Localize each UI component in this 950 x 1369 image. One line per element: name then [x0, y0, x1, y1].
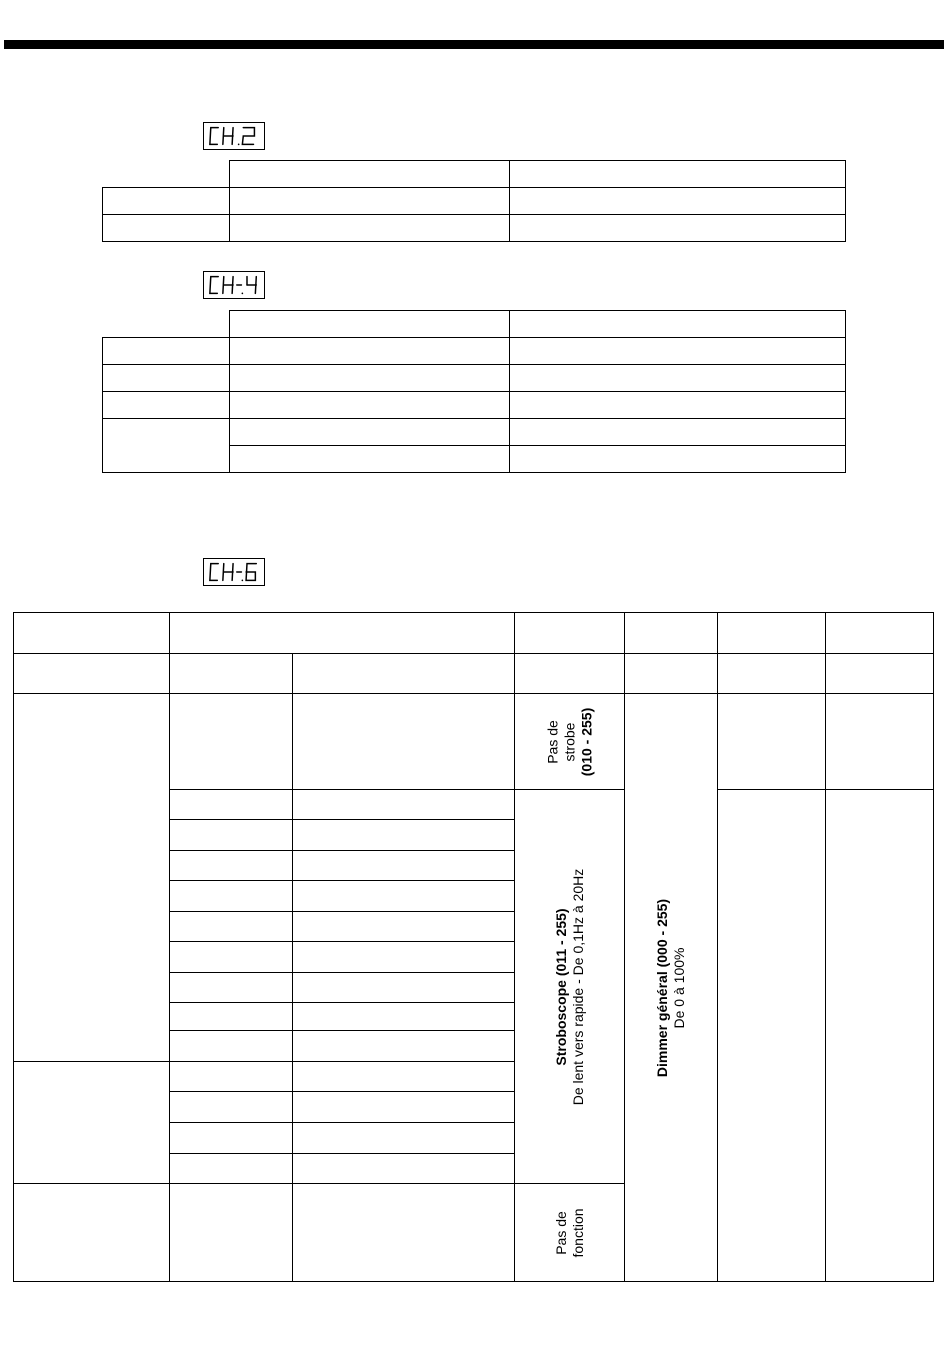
ch6-header-cell — [826, 613, 934, 654]
ch6-header-cell — [718, 613, 826, 654]
ch6-header-cell — [625, 613, 718, 654]
ch6-cell — [170, 1031, 293, 1062]
ch6-cell — [293, 973, 515, 1003]
ch6-cell — [293, 1184, 515, 1282]
ch6-cell — [170, 1092, 293, 1123]
ch6-cell — [170, 694, 293, 790]
ch2-table — [102, 160, 846, 242]
ch4-header-cell — [230, 311, 510, 338]
ch6-subheader-cell — [293, 654, 515, 694]
ch6-cell — [170, 1123, 293, 1154]
ch4-cell — [230, 338, 510, 365]
ch4-cell — [510, 365, 846, 392]
no-function-line1: Pas de — [552, 1210, 569, 1255]
ch6-cell — [170, 1154, 293, 1184]
ch6-cell — [293, 1154, 515, 1184]
ch2-cell — [103, 215, 230, 242]
ch6-cell — [170, 851, 293, 881]
ch6-cell — [170, 942, 293, 973]
ch4-cell — [103, 365, 230, 392]
ch6-cell — [170, 973, 293, 1003]
ch4-corner — [103, 311, 230, 338]
ch6-cell — [170, 912, 293, 942]
no-function-line2: fonction — [569, 1207, 586, 1258]
ch4-cell — [510, 446, 846, 473]
ch6-header-cell — [515, 613, 625, 654]
ch6-cell — [170, 1003, 293, 1031]
dimmer-desc: De 0 à 100% — [671, 947, 687, 1028]
ch6-table — [13, 612, 934, 1282]
strobe-cell — [515, 790, 625, 1184]
strobe-step-cell — [515, 694, 625, 790]
ch6-cell — [293, 881, 515, 912]
dimmer-title: Dimmer général (000 - 255) — [654, 898, 670, 1077]
ch4-cell — [510, 392, 846, 419]
ch6-subheader-cell — [170, 654, 293, 694]
strobe-step-line1: Pas de — [544, 719, 560, 764]
ch6-group-cell — [14, 1062, 170, 1184]
ch6-cell — [293, 912, 515, 942]
ch6-subheader-cell — [14, 654, 170, 694]
ch4-display-icon — [203, 271, 265, 299]
ch6-header-cell — [14, 613, 170, 654]
ch4-cell — [103, 338, 230, 365]
strobe-title: Stroboscope (011 - 255) — [552, 907, 569, 1066]
ch6-cell — [293, 1092, 515, 1123]
ch6-subheader-cell — [515, 654, 625, 694]
ch2-header-cell — [510, 161, 846, 188]
ch6-cell — [170, 881, 293, 912]
ch2-cell — [510, 215, 846, 242]
strobe-step-line2: strobe — [561, 722, 577, 761]
ch6-subheader-cell — [625, 654, 718, 694]
ch6-cell — [293, 1003, 515, 1031]
ch2-cell — [103, 188, 230, 215]
ch2-cell — [510, 188, 846, 215]
ch4-header-cell — [510, 311, 846, 338]
ch6-cell — [170, 820, 293, 851]
ch2-display-icon — [203, 122, 265, 150]
strobe-step-range: (010 - 255) — [578, 707, 594, 776]
ch4-cell — [103, 392, 230, 419]
ch4-cell — [510, 419, 846, 446]
ch2-header-cell — [230, 161, 510, 188]
no-function-cell — [515, 1184, 625, 1282]
ch6-cell — [826, 790, 934, 1282]
ch4-table — [102, 310, 846, 473]
ch4-cell — [230, 365, 510, 392]
ch4-cell — [103, 419, 230, 473]
ch6-cell — [170, 790, 293, 820]
ch6-group-cell — [14, 694, 170, 1062]
ch6-cell — [718, 790, 826, 1282]
ch6-cell — [170, 1062, 293, 1092]
ch6-cell — [170, 1184, 293, 1282]
ch6-subheader-cell — [826, 654, 934, 694]
dimmer-cell — [625, 694, 718, 1282]
ch6-cell — [293, 694, 515, 790]
ch2-cell — [230, 188, 510, 215]
ch6-cell — [293, 1031, 515, 1062]
ch6-header-cell — [170, 613, 515, 654]
top-rule — [4, 40, 944, 49]
ch6-display-icon — [203, 558, 265, 586]
ch6-cell — [293, 1062, 515, 1092]
ch4-cell — [230, 392, 510, 419]
ch6-cell — [293, 1123, 515, 1154]
ch4-cell — [510, 338, 846, 365]
ch6-cell — [293, 790, 515, 820]
ch2-cell — [230, 215, 510, 242]
strobe-desc: De lent vers rapide - De 0,1Hz à 20Hz — [569, 868, 586, 1105]
ch6-cell — [718, 694, 826, 790]
ch4-cell — [230, 446, 510, 473]
ch6-subheader-cell — [718, 654, 826, 694]
ch6-cell — [293, 851, 515, 881]
ch2-corner — [103, 161, 230, 188]
ch6-cell — [293, 942, 515, 973]
ch6-group-cell — [14, 1184, 170, 1282]
ch6-cell — [826, 694, 934, 790]
ch6-cell — [293, 820, 515, 851]
ch4-cell — [230, 419, 510, 446]
